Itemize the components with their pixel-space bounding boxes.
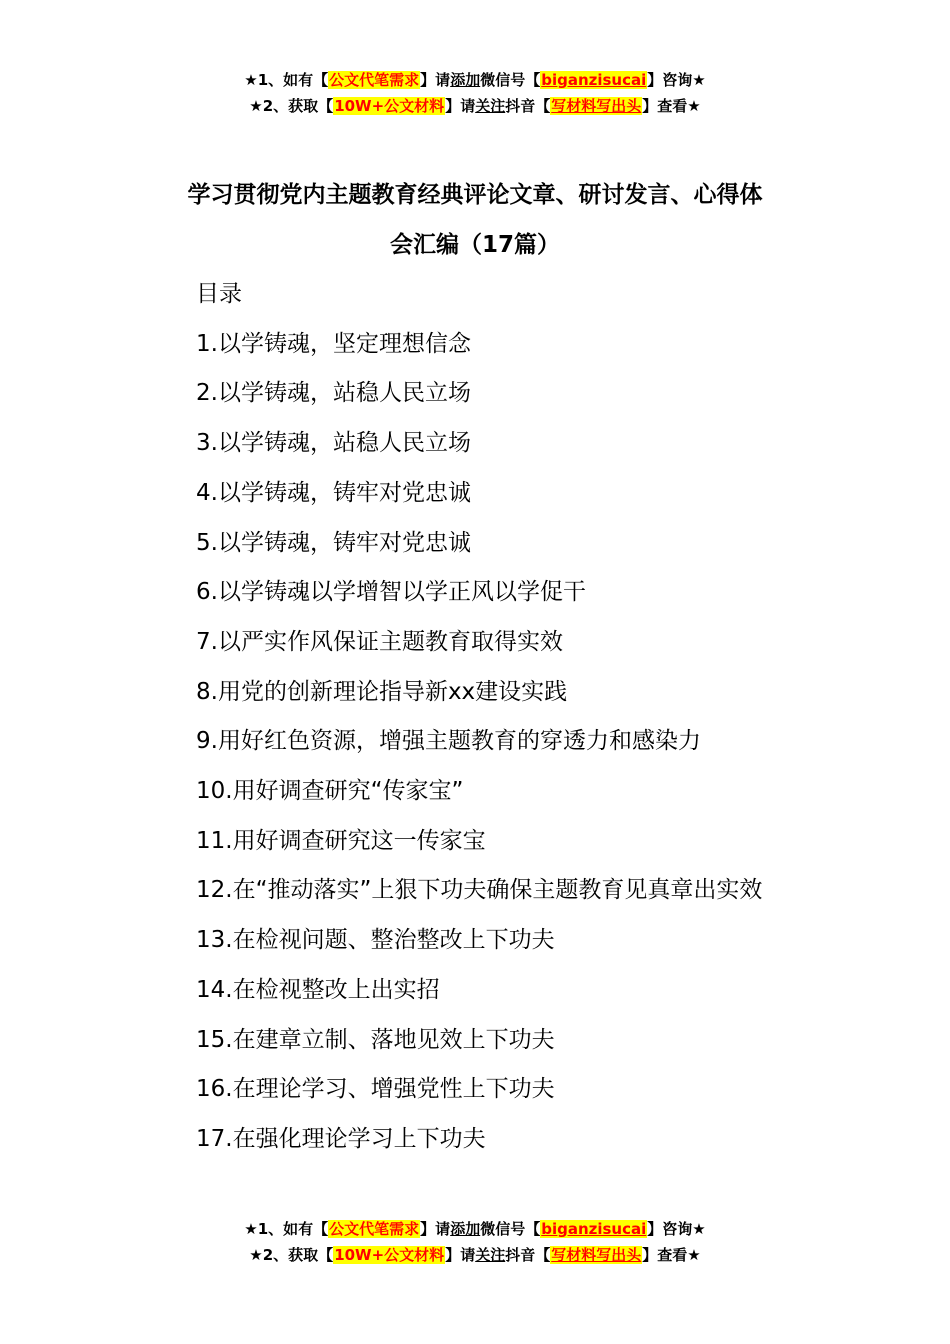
title-line-2: 会汇编（17篇）	[389, 232, 560, 258]
banner-text: 】请	[420, 71, 451, 89]
banner-line-1	[0, 67, 950, 93]
toc-item: 12.在“推动落实”上狠下功夫确保主题教育见真章出实效	[196, 877, 763, 904]
banner-line-2	[0, 1242, 950, 1268]
toc-item: 3.以学铸魂，站稳人民立场	[196, 430, 471, 457]
toc-item: 8.用党的创新理论指导新xx建设实践	[196, 678, 568, 705]
title-line-1: 学习贯彻党内主题教育经典评论文章、研讨发言、心得体	[187, 182, 763, 208]
toc-item: 7.以严实作风保证主题教育取得实效	[196, 628, 563, 655]
banner-text: 微信号【	[480, 1220, 541, 1238]
toc-item: 14.在检视整改上出实招	[196, 976, 440, 1003]
banner-text: 】请	[420, 1220, 451, 1238]
banner-text: 】请	[445, 1246, 476, 1264]
toc-item: 4.以学铸魂，铸牢对党忠诚	[196, 479, 471, 506]
banner-text: 】请	[445, 97, 476, 115]
toc-item: 15.在建章立制、落地见效上下功夫	[196, 1026, 555, 1053]
document-title	[140, 170, 810, 270]
banner-text: 抖音【	[505, 97, 551, 115]
toc-item: 1.以学铸魂，坚定理想信念	[196, 330, 471, 357]
banner-douyin-id: 写材料写出头	[551, 97, 642, 115]
banner-text: ★1、如有【	[244, 1220, 329, 1238]
banner-underlined: 添加	[450, 1220, 481, 1238]
banner-wechat-id: biganzisucai	[541, 1220, 647, 1238]
banner-text: ★2、获取【	[249, 1246, 334, 1264]
banner-text: 抖音【	[505, 1246, 551, 1264]
banner-wechat-id: biganzisucai	[541, 71, 647, 89]
toc-item: 11.用好调查研究这一传家宝	[196, 827, 486, 854]
footer-banner	[0, 1216, 950, 1268]
banner-douyin-id: 写材料写出头	[551, 1246, 642, 1264]
banner-text: 】咨询★	[647, 1220, 706, 1238]
banner-text: 】咨询★	[647, 71, 706, 89]
banner-text: 】查看★	[642, 1246, 701, 1264]
banner-highlight: 公文代笔需求	[329, 1220, 420, 1238]
banner-highlight: 公文代笔需求	[329, 71, 420, 89]
banner-text: ★2、获取【	[249, 97, 334, 115]
banner-highlight: 10W+公文材料	[334, 97, 445, 115]
banner-text: 微信号【	[480, 71, 541, 89]
toc-item: 5.以学铸魂，铸牢对党忠诚	[196, 529, 471, 556]
toc-item: 13.在检视问题、整治整改上下功夫	[196, 927, 555, 954]
toc-item: 2.以学铸魂，站稳人民立场	[196, 380, 471, 407]
toc-item: 17.在强化理论学习上下功夫	[196, 1125, 486, 1152]
toc-item: 9.用好红色资源，增强主题教育的穿透力和感染力	[196, 728, 701, 755]
toc-item: 6.以学铸魂以学增智以学正风以学促干	[196, 579, 586, 606]
banner-highlight: 10W+公文材料	[334, 1246, 445, 1264]
banner-line-2	[0, 93, 950, 119]
table-of-contents	[143, 270, 811, 1165]
banner-text: 】查看★	[642, 97, 701, 115]
banner-underlined: 关注	[475, 97, 506, 115]
banner-underlined: 添加	[450, 71, 481, 89]
banner-line-1	[0, 1216, 950, 1242]
banner-text: ★1、如有【	[244, 71, 329, 89]
banner-underlined: 关注	[475, 1246, 506, 1264]
toc-item: 10.用好调查研究“传家宝”	[196, 778, 464, 805]
toc-item: 16.在理论学习、增强党性上下功夫	[196, 1076, 555, 1103]
header-banner	[0, 67, 950, 119]
toc-heading: 目录	[196, 281, 242, 307]
